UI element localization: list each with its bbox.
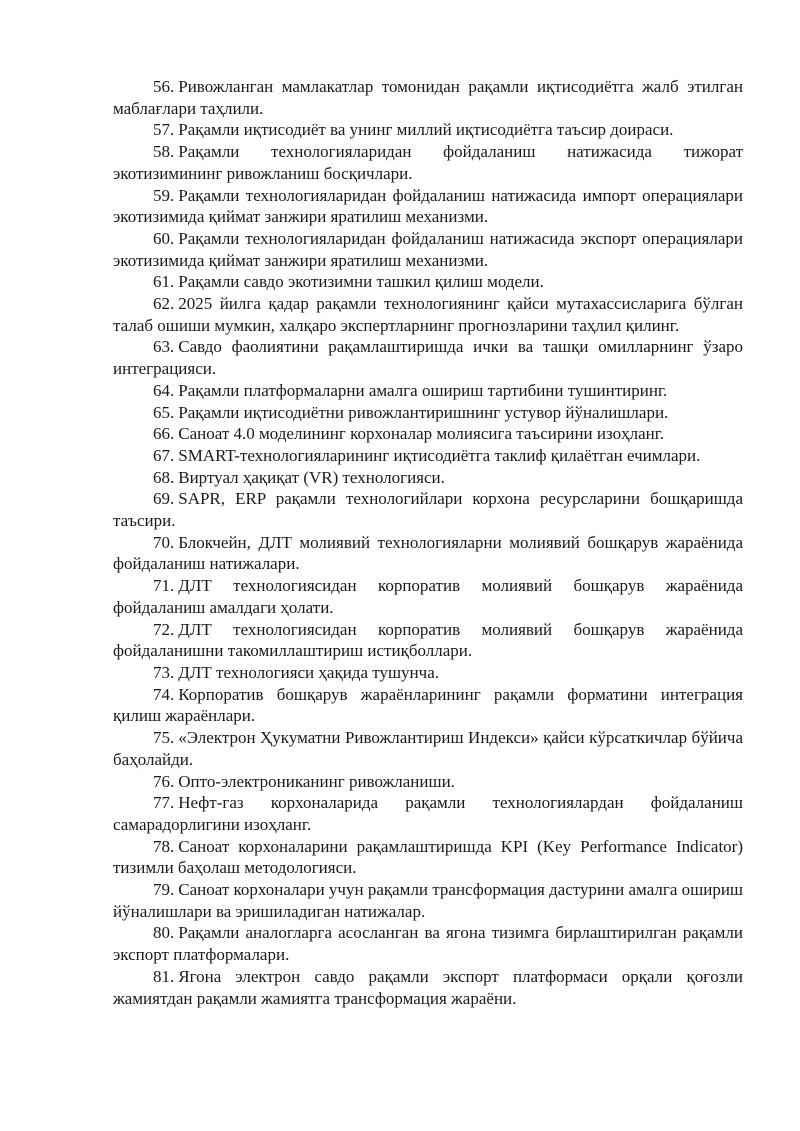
list-item	[113, 771, 743, 793]
item-number: 63.	[153, 337, 175, 357]
item-text: Савдо фаолиятини рақамлаштиришда ички ва ташқи омилларнинг ўзаро интеграцияси.	[113, 337, 743, 379]
item-text: Рақамли платформаларни амалга ошириш тартибини тушинтиринг.	[178, 380, 668, 400]
item-text: 2025 йилга қадар рақамли технологиянинг қайси мутахассисларига бўлган талаб ошиши мумкин, халқаро экспертларнинг прогнозларини таҳлил қилинг.	[113, 294, 743, 335]
list-item	[113, 488, 743, 531]
item-text: SMART-технологияларининг иқтисодиётга таклиф қилаётган ечимлари.	[178, 445, 701, 465]
item-text: Саноат 4.0 моделининг корхоналар молиясига таъсирини изоҳланг.	[178, 424, 665, 444]
item-number: 75.	[153, 728, 175, 748]
list-item	[113, 119, 743, 141]
item-number: 73.	[153, 662, 175, 682]
item-text: Рақамли аналогларга асосланган ва ягона тизимга бирлаштирилган рақамли экспорт платформалари.	[113, 923, 743, 965]
list-item	[113, 575, 743, 618]
item-text: Ягона электрон савдо рақамли экспорт платформаси орқали қоғозли жамиятдан рақамли жамиятга трансформация жараёни.	[113, 966, 743, 1008]
item-number: 62.	[153, 294, 175, 314]
list-item	[113, 402, 743, 424]
list-item	[113, 966, 743, 1009]
item-number: 58.	[153, 142, 175, 162]
item-text: Ривожланган мамлакатлар томонидан рақамли иқтисодиётга жалб этилган маблағлари таҳлили.	[113, 77, 743, 118]
item-text: Саноат корхоналарини рақамлаштиришда KPI (Key Performance Indicator) тизимли баҳолаш методологияси.	[113, 836, 743, 878]
item-number: 74.	[153, 684, 175, 704]
list-item	[113, 684, 743, 727]
list-item	[113, 879, 743, 922]
item-text: ДЛТ технологияси ҳақида тушунча.	[178, 662, 439, 682]
item-number: 71.	[153, 576, 175, 596]
list-item	[113, 836, 743, 879]
list-item	[113, 727, 743, 770]
list-item	[113, 532, 743, 575]
item-text: Опто-электрониканинг ривожланиши.	[178, 771, 455, 791]
list-item	[113, 619, 743, 662]
item-number: 68.	[153, 467, 175, 487]
item-number: 80.	[153, 923, 175, 943]
item-number: 57.	[153, 120, 175, 140]
item-number: 69.	[153, 489, 175, 509]
item-number: 67.	[153, 445, 175, 465]
item-number: 81.	[153, 966, 175, 986]
item-text: Рақамли иқтисодиёт ва унинг миллий иқтисодиётга таъсир доираси.	[178, 120, 674, 140]
item-number: 79.	[153, 880, 175, 900]
item-number: 65.	[153, 402, 175, 422]
item-number: 56.	[153, 77, 175, 96]
list-item	[113, 228, 743, 271]
item-text: Рақамли технологияларидан фойдаланиш натижасида тижорат экотизимининг ривожланиш босқичлари.	[113, 142, 743, 183]
list-item	[113, 141, 743, 184]
item-number: 59.	[153, 185, 175, 205]
list-item	[113, 271, 743, 293]
item-number: 76.	[153, 771, 175, 791]
list-item	[113, 380, 743, 402]
item-text: Блокчейн, ДЛТ молиявий технологияларни молиявий бошқарув жараёнида фойдаланиш натижалари.	[113, 532, 743, 574]
item-text: SAPR, ERP рақамли технологийлари корхона ресурсларини бошқаришда таъсири.	[113, 489, 743, 531]
item-text: Рақамли савдо экотизимни ташкил қилиш модели.	[178, 272, 544, 292]
list-item	[113, 76, 743, 119]
item-number: 72.	[153, 619, 175, 639]
item-number: 64.	[153, 380, 175, 400]
item-number: 61.	[153, 272, 175, 292]
list-item	[113, 792, 743, 835]
item-number: 77.	[153, 793, 175, 813]
list-item	[113, 336, 743, 379]
question-list	[113, 76, 743, 1009]
item-text: ДЛТ технологиясидан корпоратив молиявий бошқарув жараёнида фойдаланишни такомиллаштириш истиқболлари.	[113, 619, 743, 661]
item-text: Рақамли иқтисодиётни ривожлантиришнинг устувор йўналишлари.	[178, 402, 669, 422]
list-item	[113, 423, 743, 445]
item-number: 78.	[153, 836, 175, 856]
item-text: Рақамли технологияларидан фойдаланиш натижасида экспорт операциялари экотизимида қиймат занжири яратилиш механизми.	[113, 228, 743, 270]
item-text: Рақамли технологияларидан фойдаланиш натижасида импорт операциялари экотизимида қиймат занжири яратилиш механизми.	[113, 185, 743, 227]
item-number: 60.	[153, 228, 175, 248]
item-text: Саноат корхоналари учун рақамли трансформация дастурини амалга ошириш йўналишлари ва эришиладиган натижалар.	[113, 880, 744, 921]
list-item	[113, 185, 743, 228]
item-number: 70.	[153, 532, 175, 552]
list-item	[113, 467, 743, 489]
item-text: Виртуал ҳақиқат (VR) технологияси.	[178, 467, 445, 487]
item-text: Нефт-газ корхоналарида рақамли технологиялардан фойдаланиш самарадорлигини изоҳланг.	[113, 793, 743, 834]
item-number: 66.	[153, 424, 175, 444]
item-text: ДЛТ технологиясидан корпоратив молиявий бошқарув жараёнида фойдаланиш амалдаги ҳолати.	[113, 576, 743, 617]
list-item	[113, 922, 743, 965]
list-item	[113, 662, 743, 684]
item-text: «Электрон Ҳукуматни Ривожлантириш Индекси» қайси кўрсаткичлар бўйича баҳолайди.	[113, 728, 743, 769]
list-item	[113, 445, 743, 467]
item-text: Корпоратив бошқарув жараёнларининг рақамли форматини интеграция қилиш жараёнлари.	[113, 684, 743, 726]
list-item	[113, 293, 743, 336]
